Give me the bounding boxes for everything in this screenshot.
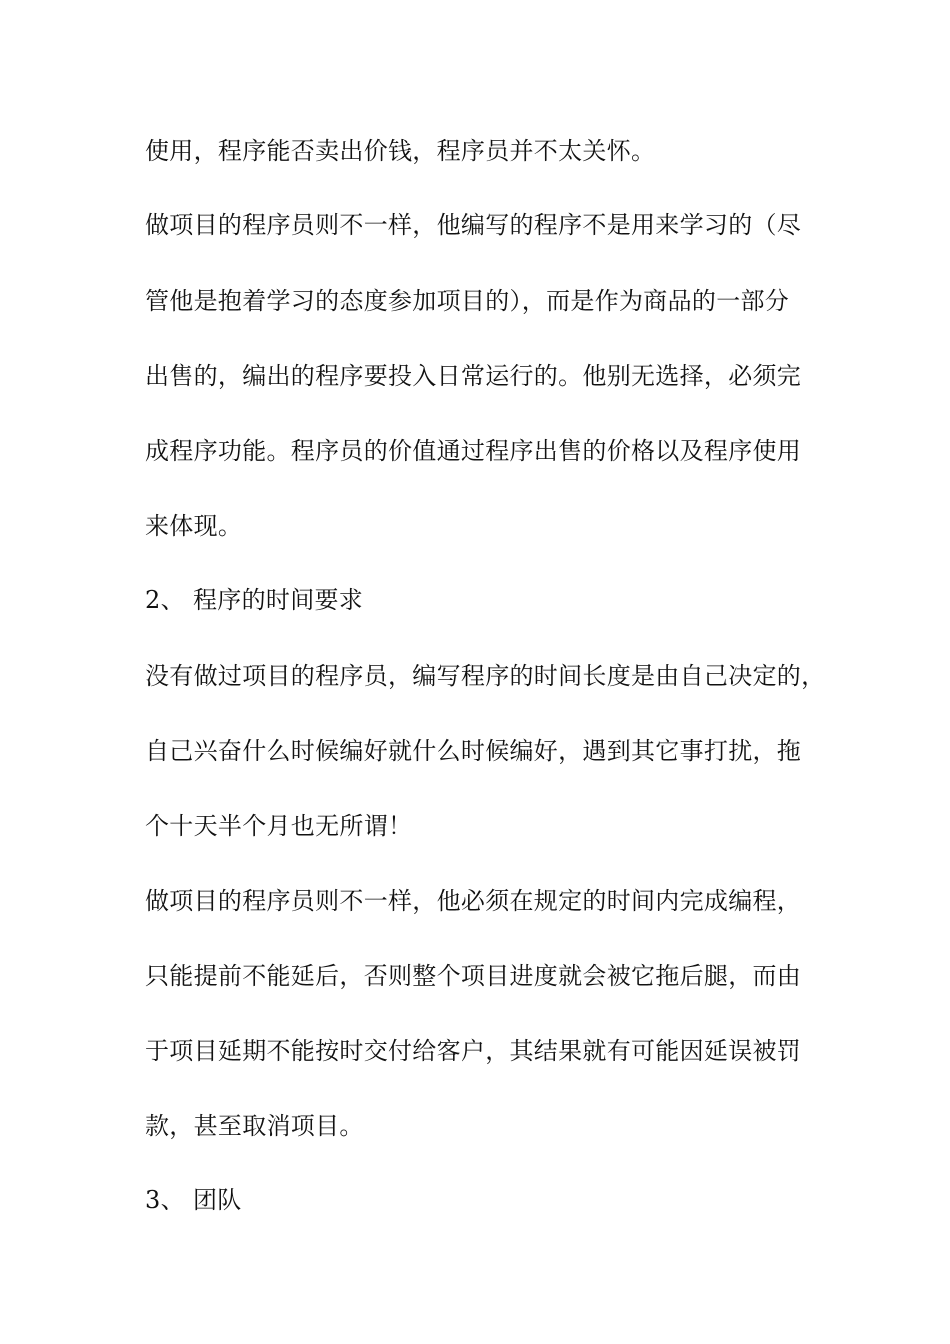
paragraph-line: 成程序功能。程序员的价值通过程序出售的价格以及程序使用 <box>145 437 802 465</box>
section-title: 程序的时间要求 <box>193 586 364 614</box>
paragraph-line: 自己兴奋什么时候编好就什么时候编好，遇到其它事打扰，拖 <box>145 737 802 765</box>
paragraph-line: 个十天半个月也无所谓！ <box>145 812 413 840</box>
paragraph-line: 做项目的程序员则不一样，他必须在规定的时间内完成编程， <box>145 887 802 915</box>
section-heading <box>145 1185 242 1215</box>
section-title: 团队 <box>193 1186 242 1214</box>
paragraph-line: 管他是抱着学习的态度参加项目的），而是作为商品的一部分 <box>145 287 790 315</box>
paragraph-line: 来体现。 <box>145 512 243 540</box>
section-heading <box>145 585 363 615</box>
paragraph-line: 只能提前不能延后，否则整个项目进度就会被它拖后腿，而由 <box>145 962 802 990</box>
paragraph-line: 没有做过项目的程序员，编写程序的时间长度是由自己决定的， <box>145 662 826 690</box>
section-number: 2、 <box>145 586 185 614</box>
paragraph-line: 使用，程序能否卖出价钱，程序员并不太关怀。 <box>145 137 656 165</box>
paragraph-line: 做项目的程序员则不一样，他编写的程序不是用来学习的（尽 <box>145 211 802 239</box>
paragraph-line: 出售的，编出的程序要投入日常运行的。他别无选择，必须完 <box>145 362 802 390</box>
paragraph-line: 款，甚至取消项目。 <box>145 1112 364 1140</box>
paragraph-line: 于项目延期不能按时交付给客户，其结果就有可能因延误被罚 <box>145 1037 802 1065</box>
section-number: 3、 <box>145 1186 185 1214</box>
